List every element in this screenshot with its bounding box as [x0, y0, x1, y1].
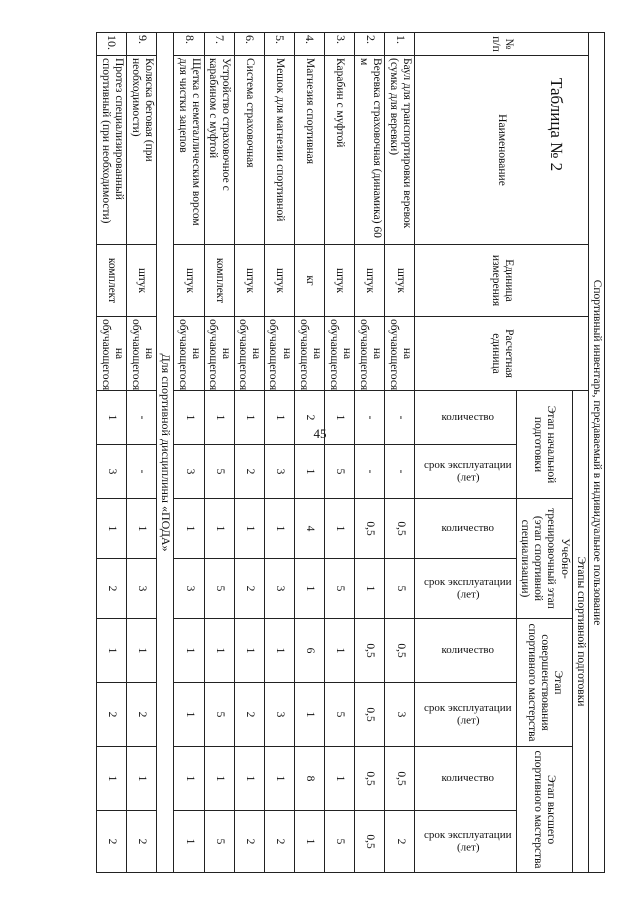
item-name: Коляска беговая (при необходимости) [127, 56, 157, 245]
qty-cell: 1 [264, 499, 294, 559]
term-cell: 0,5 [355, 683, 385, 747]
item-name: Баул для транспортировки веревок (сумка для веревки) [385, 56, 415, 245]
qty-cell: 1 [97, 499, 127, 559]
term-cell: 5 [325, 445, 355, 499]
term-cell: 2 [97, 559, 127, 619]
item-name: Щетка с неметаллическим ворсом для чистки зацепов [174, 56, 204, 245]
term-cell: 3 [264, 559, 294, 619]
qty-cell: 0,5 [385, 619, 415, 683]
term-cell: 2 [97, 811, 127, 873]
qty-cell: 1 [174, 619, 204, 683]
qty-cell: 1 [325, 619, 355, 683]
row-number: 9. [127, 33, 157, 56]
qty-cell: 1 [127, 499, 157, 559]
item-name: Протез специализированный спортивный (при необходимости) [97, 56, 127, 245]
qty-cell: 1 [264, 747, 294, 811]
equipment-table [96, 32, 605, 873]
stages-group-header: Этапы спортивной подготовки [572, 391, 588, 873]
rotated-table-container [96, 32, 605, 872]
qty-cell: 1 [97, 619, 127, 683]
qty-cell: 1 [234, 747, 264, 811]
unit-of-measure: комплект [204, 245, 234, 317]
row-number: 3. [325, 33, 355, 56]
table-row [97, 33, 127, 873]
qty-cell: 1 [204, 747, 234, 811]
stage-header-highest: Этап высшего спортивного мастерства [516, 747, 572, 873]
qty-cell: - [127, 391, 157, 445]
item-name: Устройство страховочное с карабином с муфтой [204, 56, 234, 245]
col-header-num: № п/п [415, 33, 588, 56]
term-cell: 0,5 [355, 811, 385, 873]
stage-header-initial: Этап начальной подготовки [516, 391, 572, 499]
term-cell: 5 [204, 683, 234, 747]
qty-cell: 0,5 [355, 619, 385, 683]
term-cell: 1 [174, 811, 204, 873]
term-cell: 3 [174, 445, 204, 499]
qty-cell: 8 [294, 747, 324, 811]
term-cell: 5 [204, 445, 234, 499]
qty-header: количество [415, 391, 516, 445]
term-header: срок эксплуатации (лет) [415, 683, 516, 747]
qty-cell: 1 [97, 391, 127, 445]
unit-of-measure: штук [127, 245, 157, 317]
qty-cell: - [385, 391, 415, 445]
table-title: Спортивный инвентарь, передаваемый в индивидуальное пользование [588, 33, 604, 873]
term-cell: 1 [294, 445, 324, 499]
unit-of-measure: штук [174, 245, 204, 317]
calc-unit: на обучающегося [355, 317, 385, 391]
row-number: 7. [204, 33, 234, 56]
table-row [355, 33, 385, 873]
row-number: 2. [355, 33, 385, 56]
unit-of-measure: комплект [97, 245, 127, 317]
term-cell: 2 [234, 683, 264, 747]
table-row [385, 33, 415, 873]
qty-cell: 2 [294, 391, 324, 445]
unit-of-measure: штук [385, 245, 415, 317]
table-row [294, 33, 324, 873]
calc-unit: на обучающегося [294, 317, 324, 391]
term-cell: 3 [264, 683, 294, 747]
table-row [325, 33, 355, 873]
unit-of-measure: штук [234, 245, 264, 317]
qty-cell: - [355, 391, 385, 445]
row-number: 5. [264, 33, 294, 56]
calc-unit: на обучающегося [385, 317, 415, 391]
item-name: Мешок для магнезии спортивной [264, 56, 294, 245]
calc-unit: на обучающегося [264, 317, 294, 391]
qty-cell: 1 [325, 391, 355, 445]
table-row [174, 33, 204, 873]
calc-unit: на обучающегося [234, 317, 264, 391]
qty-cell: 0,5 [385, 747, 415, 811]
qty-header: количество [415, 619, 516, 683]
qty-cell: 1 [264, 391, 294, 445]
row-number: 8. [174, 33, 204, 56]
qty-cell: 1 [325, 499, 355, 559]
table-row [127, 33, 157, 873]
qty-cell: 1 [264, 619, 294, 683]
qty-cell: 1 [204, 619, 234, 683]
term-cell: - [355, 445, 385, 499]
col-header-name: Наименование [415, 56, 588, 245]
qty-cell: 1 [234, 391, 264, 445]
unit-of-measure: штук [325, 245, 355, 317]
qty-cell: 1 [127, 619, 157, 683]
section-title: Для спортивной дисциплины «ПОДА» [157, 33, 174, 873]
stage-header-improvement: Этап совершенствования спортивного мастерства [516, 619, 572, 747]
term-cell: 5 [325, 811, 355, 873]
item-name: Магнезия спортивная [294, 56, 324, 245]
item-name: Веревка страховочная (динамика) 60 м [355, 56, 385, 245]
qty-cell: 1 [234, 499, 264, 559]
qty-cell: 6 [294, 619, 324, 683]
calc-unit: на обучающегося [97, 317, 127, 391]
unit-of-measure: штук [264, 245, 294, 317]
term-cell: - [127, 445, 157, 499]
row-number: 6. [234, 33, 264, 56]
table-body [97, 33, 415, 873]
term-cell: 3 [174, 559, 204, 619]
term-cell: 3 [264, 445, 294, 499]
calc-unit: на обучающегося [325, 317, 355, 391]
qty-cell: 1 [97, 747, 127, 811]
term-cell: 2 [264, 811, 294, 873]
qty-cell: 1 [325, 747, 355, 811]
term-cell: 2 [385, 811, 415, 873]
term-cell: 1 [174, 683, 204, 747]
row-number: 10. [97, 33, 127, 56]
qty-cell: 1 [204, 391, 234, 445]
qty-cell: 1 [234, 619, 264, 683]
term-cell: 1 [355, 559, 385, 619]
table-row [204, 33, 234, 873]
term-cell: 2 [97, 683, 127, 747]
term-cell: 2 [234, 445, 264, 499]
term-cell: 2 [234, 559, 264, 619]
term-cell: - [385, 445, 415, 499]
row-number: 1. [385, 33, 415, 56]
term-cell: 1 [294, 559, 324, 619]
qty-cell: 0,5 [385, 499, 415, 559]
section-row [157, 33, 174, 873]
col-header-calc: Расчетная единица [415, 317, 588, 391]
term-cell: 3 [127, 559, 157, 619]
item-name: Карабин с муфтой [325, 56, 355, 245]
qty-cell: 1 [174, 499, 204, 559]
table-row [264, 33, 294, 873]
item-name: Система страховочная [234, 56, 264, 245]
qty-cell: 1 [204, 499, 234, 559]
calc-unit: на обучающегося [127, 317, 157, 391]
calc-unit: на обучающегося [204, 317, 234, 391]
term-cell: 1 [294, 683, 324, 747]
qty-cell: 0,5 [355, 747, 385, 811]
term-cell: 3 [97, 445, 127, 499]
unit-of-measure: штук [355, 245, 385, 317]
qty-header: количество [415, 747, 516, 811]
page-number: 45 [313, 426, 327, 441]
unit-of-measure: кг [294, 245, 324, 317]
qty-cell: 1 [127, 747, 157, 811]
term-cell: 3 [385, 683, 415, 747]
table-label: Таблица № 2 [547, 78, 566, 172]
term-cell: 2 [127, 683, 157, 747]
col-header-unit: Единица измерения [415, 245, 588, 317]
calc-unit: на обучающегося [174, 317, 204, 391]
term-cell: 2 [127, 811, 157, 873]
term-cell: 2 [234, 811, 264, 873]
term-header: срок эксплуатации (лет) [415, 445, 516, 499]
qty-cell: 1 [174, 747, 204, 811]
stage-header-training: Учебно-тренировочный этап (этап спортивной специализации) [516, 499, 572, 619]
term-header: срок эксплуатации (лет) [415, 811, 516, 873]
term-header: срок эксплуатации (лет) [415, 559, 516, 619]
qty-cell: 1 [174, 391, 204, 445]
table-row [234, 33, 264, 873]
term-cell: 5 [204, 811, 234, 873]
qty-cell: 0,5 [355, 499, 385, 559]
term-cell: 5 [325, 559, 355, 619]
qty-header: количество [415, 499, 516, 559]
term-cell: 5 [385, 559, 415, 619]
term-cell: 5 [325, 683, 355, 747]
row-number: 4. [294, 33, 324, 56]
term-cell: 5 [204, 559, 234, 619]
term-cell: 1 [294, 811, 324, 873]
qty-cell: 4 [294, 499, 324, 559]
